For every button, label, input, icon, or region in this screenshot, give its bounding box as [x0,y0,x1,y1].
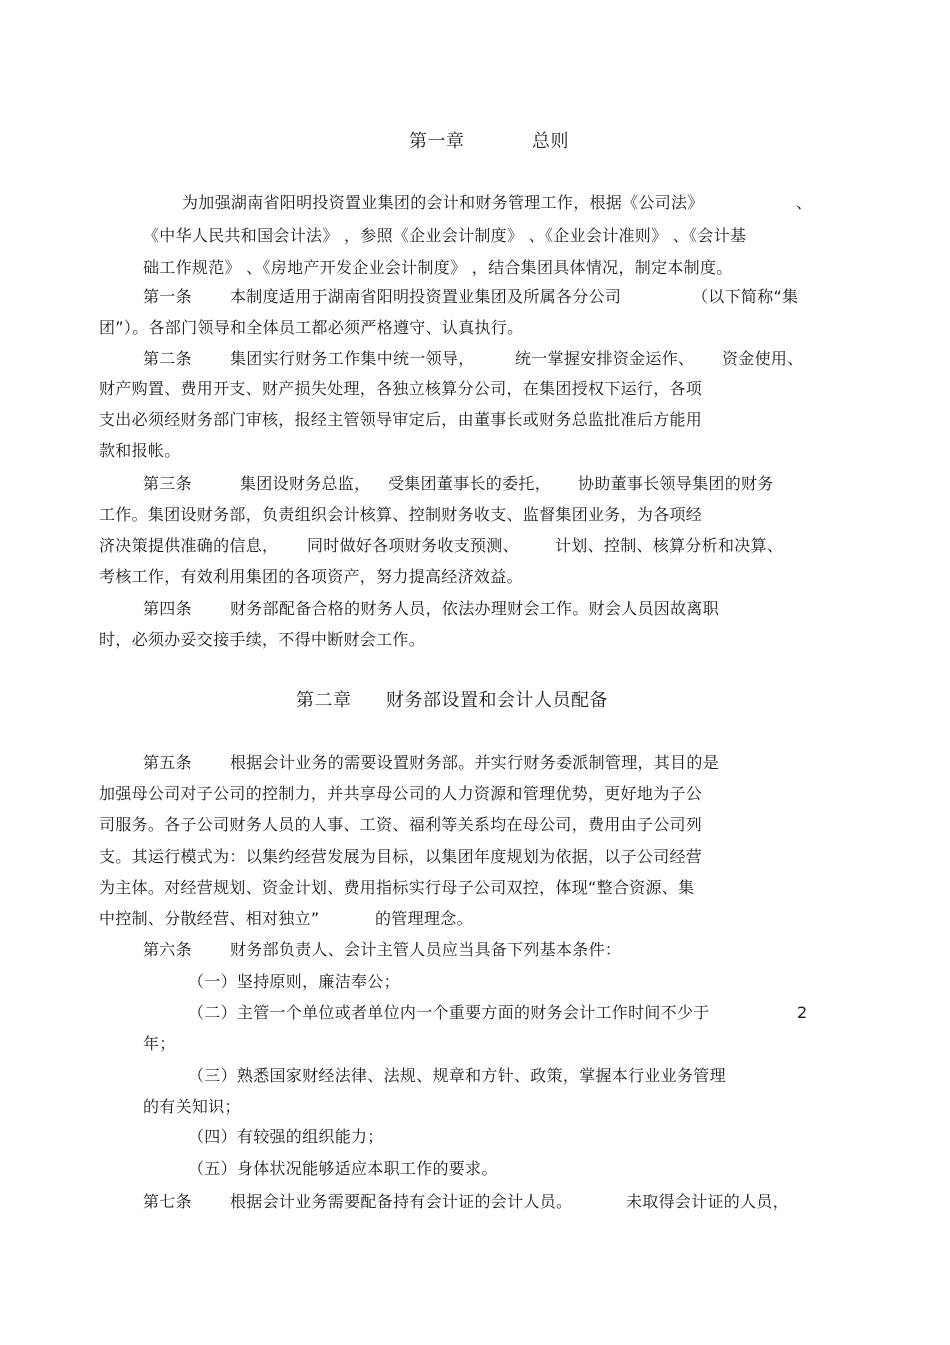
article-2-line-3: 支出必须经财务部门审核，报经主管领导审定后，由董事长或财务总监批准后方能用 [99,410,703,429]
article-6-item-5: （五）身体状况能够适应本职工作的要求。 [188,1159,498,1178]
article-6-item-3: （三）熟悉国家财经法律、法规、规章和方针、政策，掌握本行业业务管理 [188,1066,726,1085]
article-5-line-1: 根据会计业务的需要设置财务部。并实行财务委派制管理，其目的是 [230,753,720,772]
chapter1-heading-number: 第一章 [409,131,465,152]
article-6-item-2: （二）主管一个单位或者单位内一个重要方面的财务会计工作时间不少于 [188,1003,710,1022]
article-3-line-1a: 集团设财务总监， [240,474,371,493]
article-2-label: 第二条 [143,349,192,368]
intro-line-3: 础工作规范》 、《房地产开发企业会计制度》 ，结合集团具体情况，制定本制度。 [143,258,733,277]
article-1-line-2: 团”）。各部门领导和全体员工都必须严格遵守、认真执行。 [99,318,524,337]
article-1-line-1-tail: （以下简称“集 [692,287,799,306]
article-6-item-4: （四）有较强的组织能力； [188,1127,384,1146]
article-5-line-6a: 中控制、分散经营、相对独立” [99,909,320,928]
article-4-line-2: 时，必须办妥交接手续，不得中断财会工作。 [99,630,426,649]
article-6-item-3-cont: 的有关知识； [143,1097,241,1116]
article-5-line-4: 支。其运行模式为：以集约经营发展为目标，以集团年度规划为依据，以子公司经营 [99,847,703,866]
article-7-label: 第七条 [143,1192,192,1211]
article-6-item-2-cont: 年； [143,1034,176,1053]
chapter2-heading-title: 财务部设置和会计人员配备 [386,690,608,711]
article-3-line-3a: 济决策提供准确的信息， [99,536,279,555]
article-3-line-2: 工作。集团设财务部，负责组织会计核算、控制财务收支、监督集团业务，为各项经 [99,505,703,524]
article-2-line-2: 财产购置、费用开支、财产损失处理，各独立核算分公司，在集团授权下运行，各项 [99,379,703,398]
article-1-label: 第一条 [143,287,192,306]
article-2-line-1a: 集团实行财务工作集中统一领导， [230,349,475,368]
article-5-line-5: 为主体。对经营规划、资金计划、费用指标实行母子公司双控，体现“整合资源、集 [99,878,695,897]
article-2-line-1c: 资金使用、 [722,349,804,368]
chapter2-heading-number: 第二章 [296,690,352,711]
article-1-line-1: 本制度适用于湖南省阳明投资置业集团及所属各分公司 [230,287,622,306]
article-6-label: 第六条 [143,940,192,959]
article-7-line-1a: 根据会计业务需要配备持有会计证的会计人员。 [230,1192,573,1211]
article-3-line-1b: 受集团董事长的委托， [388,474,552,493]
intro-line-1: 为加强湖南省阳明投资置业集团的会计和财务管理工作，根据《公司法》 [182,193,704,212]
article-2-line-4: 款和报帐。 [99,441,181,460]
article-3-line-1c: 协助董事长领导集团的财务 [578,474,774,493]
intro-line-1-tail: 、 [796,193,813,212]
article-6-line-1: 财务部负责人、会计主管人员应当具备下列基本条件： [230,940,622,959]
intro-line-2: 《中华人民共和国会计法》 ，参照《企业会计制度》 、《企业会计准则》 、《会计基 [143,226,747,245]
article-5-label: 第五条 [143,753,192,772]
article-5-line-3: 司服务。各子公司财务人员的人事、工资、福利等关系均在母公司，费用由子公司列 [99,815,703,834]
article-6-item-2-number: 2 [797,1003,808,1022]
article-3-line-3c: 计划、控制、核算分析和决算、 [555,536,784,555]
article-4-line-1: 财务部配备合格的财务人员，依法办理财会工作。财会人员因故离职 [230,599,720,618]
article-5-line-6b: 的管理理念。 [375,909,473,928]
article-5-line-2: 加强母公司对子公司的控制力，并共享母公司的人力资源和管理优势，更好地为子公 [99,784,703,803]
article-3-line-4: 考核工作，有效利用集团的各项资产，努力提高经济效益。 [99,567,523,586]
article-3-label: 第三条 [143,474,192,493]
article-6-item-1: （一）坚持原则，廉洁奉公； [188,972,400,991]
article-3-line-3b: 同时做好各项财务收支预测、 [307,536,519,555]
chapter1-heading-title: 总则 [532,131,569,152]
article-4-label: 第四条 [143,599,192,618]
article-7-line-1b: 未取得会计证的人员， [626,1192,790,1211]
article-2-line-1b: 统一掌握安排资金运作、 [515,349,695,368]
